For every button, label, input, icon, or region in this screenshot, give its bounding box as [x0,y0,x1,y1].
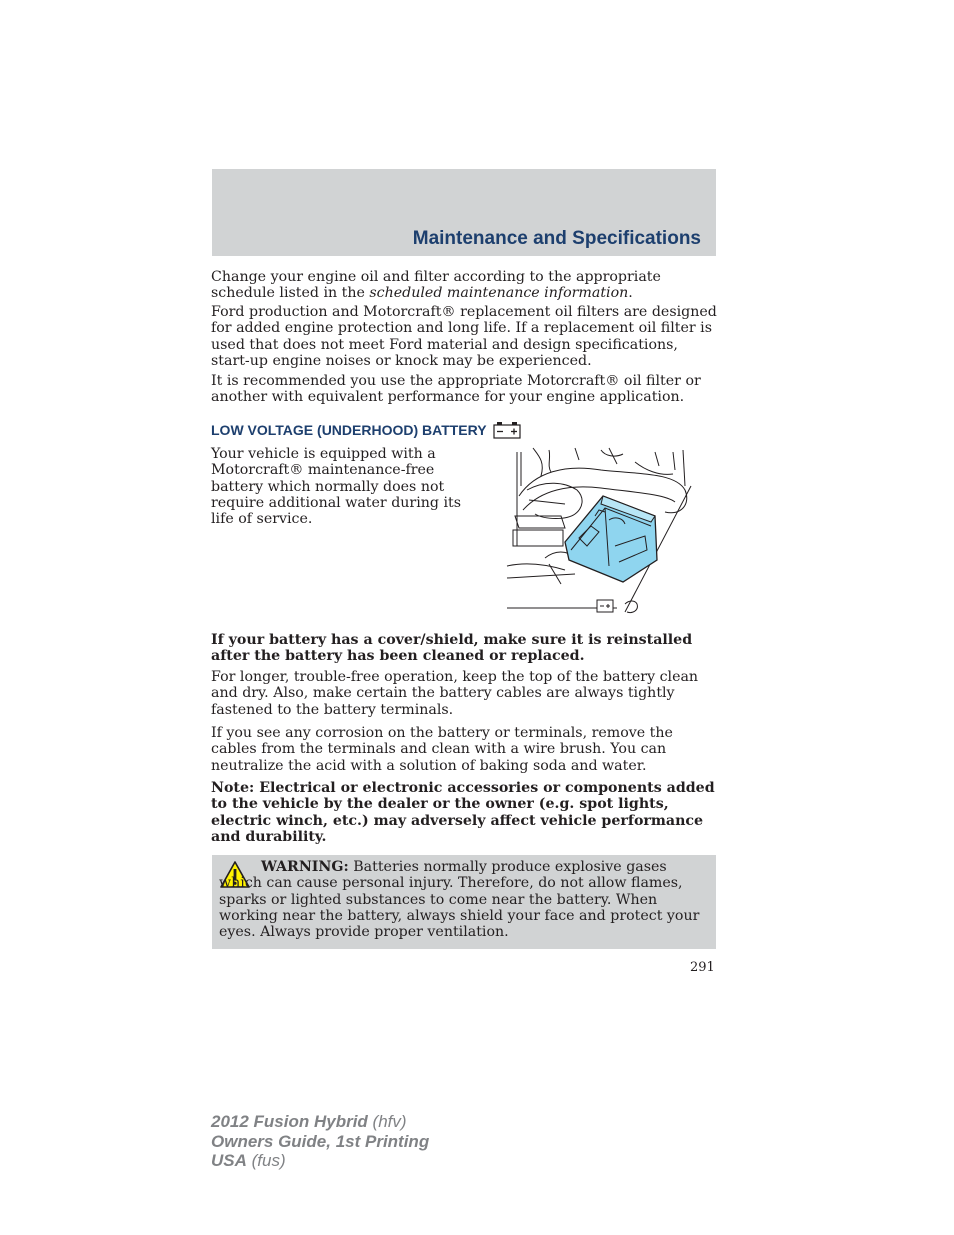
document-footer [211,1112,429,1171]
schedule-reference: scheduled maintenance information [369,285,629,302]
oil-filter-recommendation-paragraph: It is recommended you use the appropriate Motorcraft® oil filter or another with equivalent performance for your engine application. [211,373,701,406]
warning-box [212,855,716,949]
battery-care-paragraph: For longer, trouble-free operation, keep the top of the battery clean and dry. Also, make certain the battery cables are always tightly fastened to the battery terminals. [211,669,699,718]
footer-line-3: USA (fus) [211,1151,286,1170]
battery-section-heading [211,421,521,439]
battery-cover-note: If your battery has a cover/shield, make sure it is reinstalled after the battery has been cleaned or replaced. [211,632,693,665]
oil-filter-design-paragraph: Ford production and Motorcraft® replacement oil filters are designed for added engine protection and long life. If a replacement oil filter is used that does not meet Ford material and design specifications, start-up engine noises or knock may be experienced. [211,304,717,369]
footer-line-2: Owners Guide, 1st Printing [211,1131,430,1151]
engine-compartment-battery-diagram [505,446,695,618]
warning-text: WARNING: Batteries normally produce explosive gases which can cause personal injury. Therefore, do not allow flames, sparks or lighted substances to come near the battery. When working near the battery, always shield your face and protect your eyes. Always provide proper ventilation. [219,859,700,941]
battery-heading-text: LOW VOLTAGE (UNDERHOOD) BATTERY [211,422,487,438]
battery-intro-paragraph: Your vehicle is equipped with a Motorcraft® maintenance-free battery which normally does not require additional water during its life of service. [211,446,461,528]
section-header-band [212,169,716,256]
electrical-accessories-note: Note: Electrical or electronic accessories or components added to the vehicle by the dealer or the owner (e.g. spot lights, electric winch, etc.) may adversely affect vehicle performance and durability. [211,780,715,845]
battery-icon [493,421,521,439]
corrosion-paragraph: If you see any corrosion on the battery or terminals, remove the cables from the terminals and clean with a wire brush. You can neutralize the acid with a solution of baking soda and water. [211,725,673,774]
page-number: 291 [690,960,715,975]
oil-filter-paragraph: Change your engine oil and filter according to the appropriate schedule listed in the scheduled maintenance information. [211,269,661,302]
warning-label: WARNING: [261,859,349,875]
footer-line-1: 2012 Fusion Hybrid (hfv) [211,1112,407,1131]
section-title: Maintenance and Specifications [412,228,701,249]
